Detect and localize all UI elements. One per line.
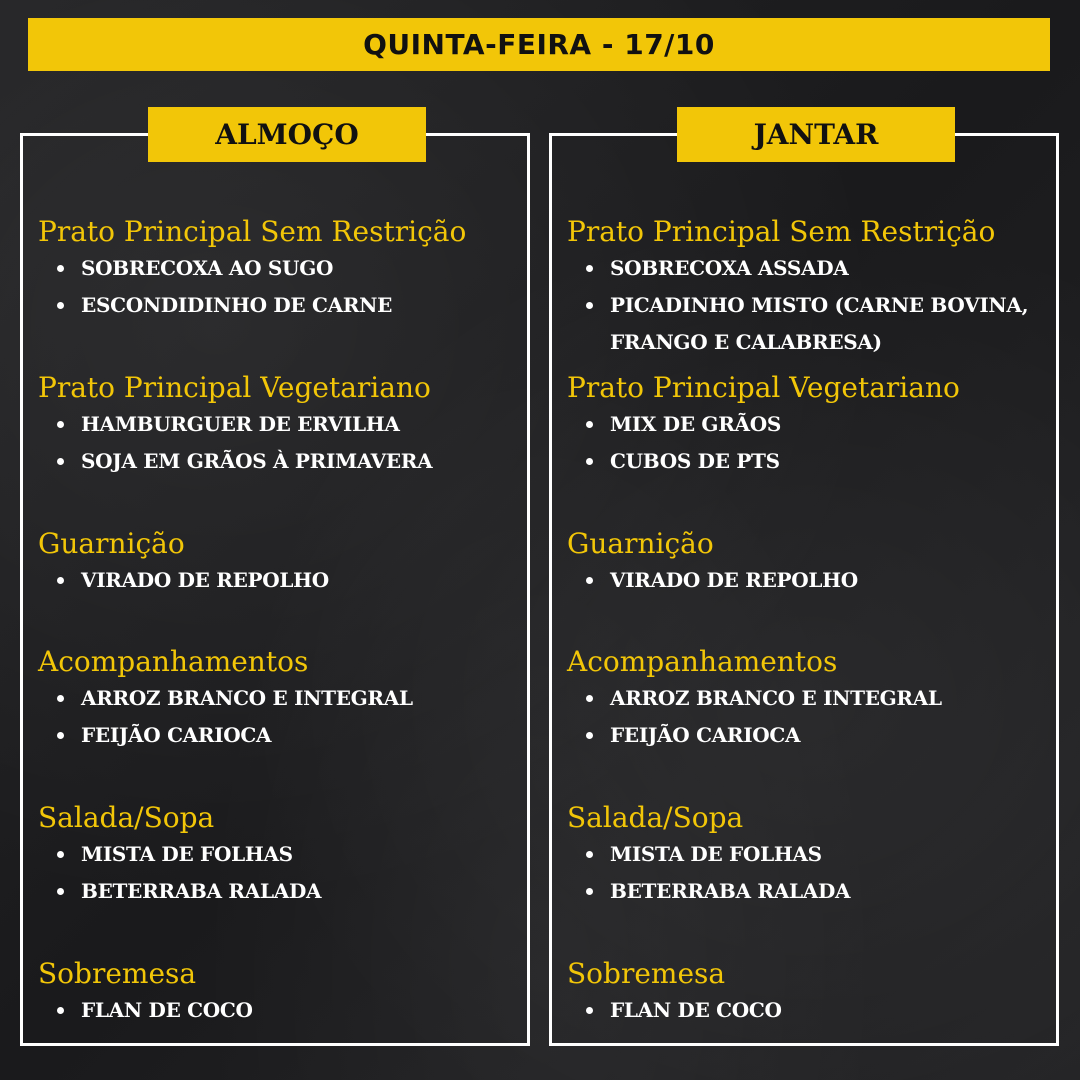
lunch-section-main [38,214,517,324]
section-title: Sobremesa [567,957,726,990]
item-list [567,562,1046,599]
item-label: FEIJÃO CARIOCA [610,723,801,747]
item-label: SOBRECOXA ASSADA [610,256,849,280]
bullet-icon [586,458,593,465]
dinner-section-dessert [567,956,1046,1029]
section-title: Guarnição [38,527,185,560]
dinner-label-banner [677,107,955,162]
section-title: Guarnição [567,527,714,560]
bullet-icon [586,302,593,309]
item-label: HAMBURGUER DE ERVILHA [81,412,400,436]
bullet-icon [586,1007,593,1014]
title-banner [28,18,1050,71]
item-label: ARROZ BRANCO E INTEGRAL [610,686,942,710]
item-list [567,836,1046,910]
list-item [38,717,517,754]
list-item [38,406,517,443]
bullet-icon [57,265,64,272]
list-item [567,562,1046,599]
list-item [567,873,1046,910]
bullet-icon [586,577,593,584]
lunch-section-sides [38,644,517,754]
list-item [567,836,1046,873]
lunch-section-dessert [38,956,517,1029]
item-list [567,680,1046,754]
list-item [567,406,1046,443]
item-list [38,250,517,324]
item-list [38,406,517,480]
bullet-icon [586,695,593,702]
item-label: VIRADO DE REPOLHO [610,568,858,592]
item-label: CUBOS DE PTS [610,449,780,473]
item-label: MISTA DE FOLHAS [610,842,822,866]
list-item [38,873,517,910]
list-item [38,680,517,717]
list-item [38,287,517,324]
section-title: Acompanhamentos [38,645,309,678]
lunch-label-banner [148,107,426,162]
section-title: Salada/Sopa [38,801,215,834]
section-title: Prato Principal Vegetariano [38,371,431,404]
bullet-icon [586,732,593,739]
list-item [38,443,517,480]
lunch-panel [20,118,530,1046]
item-label: ARROZ BRANCO E INTEGRAL [81,686,413,710]
lunch-label: ALMOÇO [215,118,359,151]
item-label: PICADINHO MISTO (CARNE BOVINA, FRANGO E CALABRESA) [610,293,1029,354]
section-title: Prato Principal Sem Restrição [567,215,996,248]
dinner-section-sides [567,644,1046,754]
page-title: QUINTA-FEIRA - 17/10 [363,28,715,61]
item-label: MISTA DE FOLHAS [81,842,293,866]
section-title: Prato Principal Sem Restrição [38,215,467,248]
item-label: SOBRECOXA AO SUGO [81,256,334,280]
dinner-section-vegetarian [567,370,1046,480]
bullet-icon [586,265,593,272]
bullet-icon [57,458,64,465]
section-title: Salada/Sopa [567,801,744,834]
list-item [38,250,517,287]
item-label: BETERRABA RALADA [610,879,851,903]
bullet-icon [57,888,64,895]
item-label: FLAN DE COCO [81,998,253,1022]
dinner-label: JANTAR [753,118,879,151]
item-list [38,992,517,1029]
lunch-section-vegetarian [38,370,517,480]
dinner-section-main [567,214,1046,361]
dinner-panel [549,118,1059,1046]
item-label: FEIJÃO CARIOCA [81,723,272,747]
bullet-icon [586,851,593,858]
bullet-icon [57,732,64,739]
bullet-icon [57,851,64,858]
item-list [38,680,517,754]
list-item [38,992,517,1029]
list-item [567,992,1046,1029]
bullet-icon [57,695,64,702]
bullet-icon [586,888,593,895]
item-label: BETERRABA RALADA [81,879,322,903]
section-title: Acompanhamentos [567,645,838,678]
bullet-icon [57,1007,64,1014]
lunch-section-garnish [38,526,517,599]
bullet-icon [586,421,593,428]
list-item [38,836,517,873]
item-label: ESCONDIDINHO DE CARNE [81,293,393,317]
list-item [567,717,1046,754]
lunch-section-salad [38,800,517,910]
list-item [567,680,1046,717]
item-list [567,992,1046,1029]
list-item [567,287,1046,361]
bullet-icon [57,302,64,309]
bullet-icon [57,577,64,584]
list-item [567,250,1046,287]
section-title: Prato Principal Vegetariano [567,371,960,404]
item-list [567,250,1046,361]
item-list [38,836,517,910]
item-label: FLAN DE COCO [610,998,782,1022]
item-list [38,562,517,599]
item-list [567,406,1046,480]
bullet-icon [57,421,64,428]
dinner-section-garnish [567,526,1046,599]
item-label: MIX DE GRÃOS [610,412,782,436]
dinner-section-salad [567,800,1046,910]
list-item [567,443,1046,480]
item-label: VIRADO DE REPOLHO [81,568,329,592]
list-item [38,562,517,599]
section-title: Sobremesa [38,957,197,990]
item-label: SOJA EM GRÃOS À PRIMAVERA [81,449,433,473]
